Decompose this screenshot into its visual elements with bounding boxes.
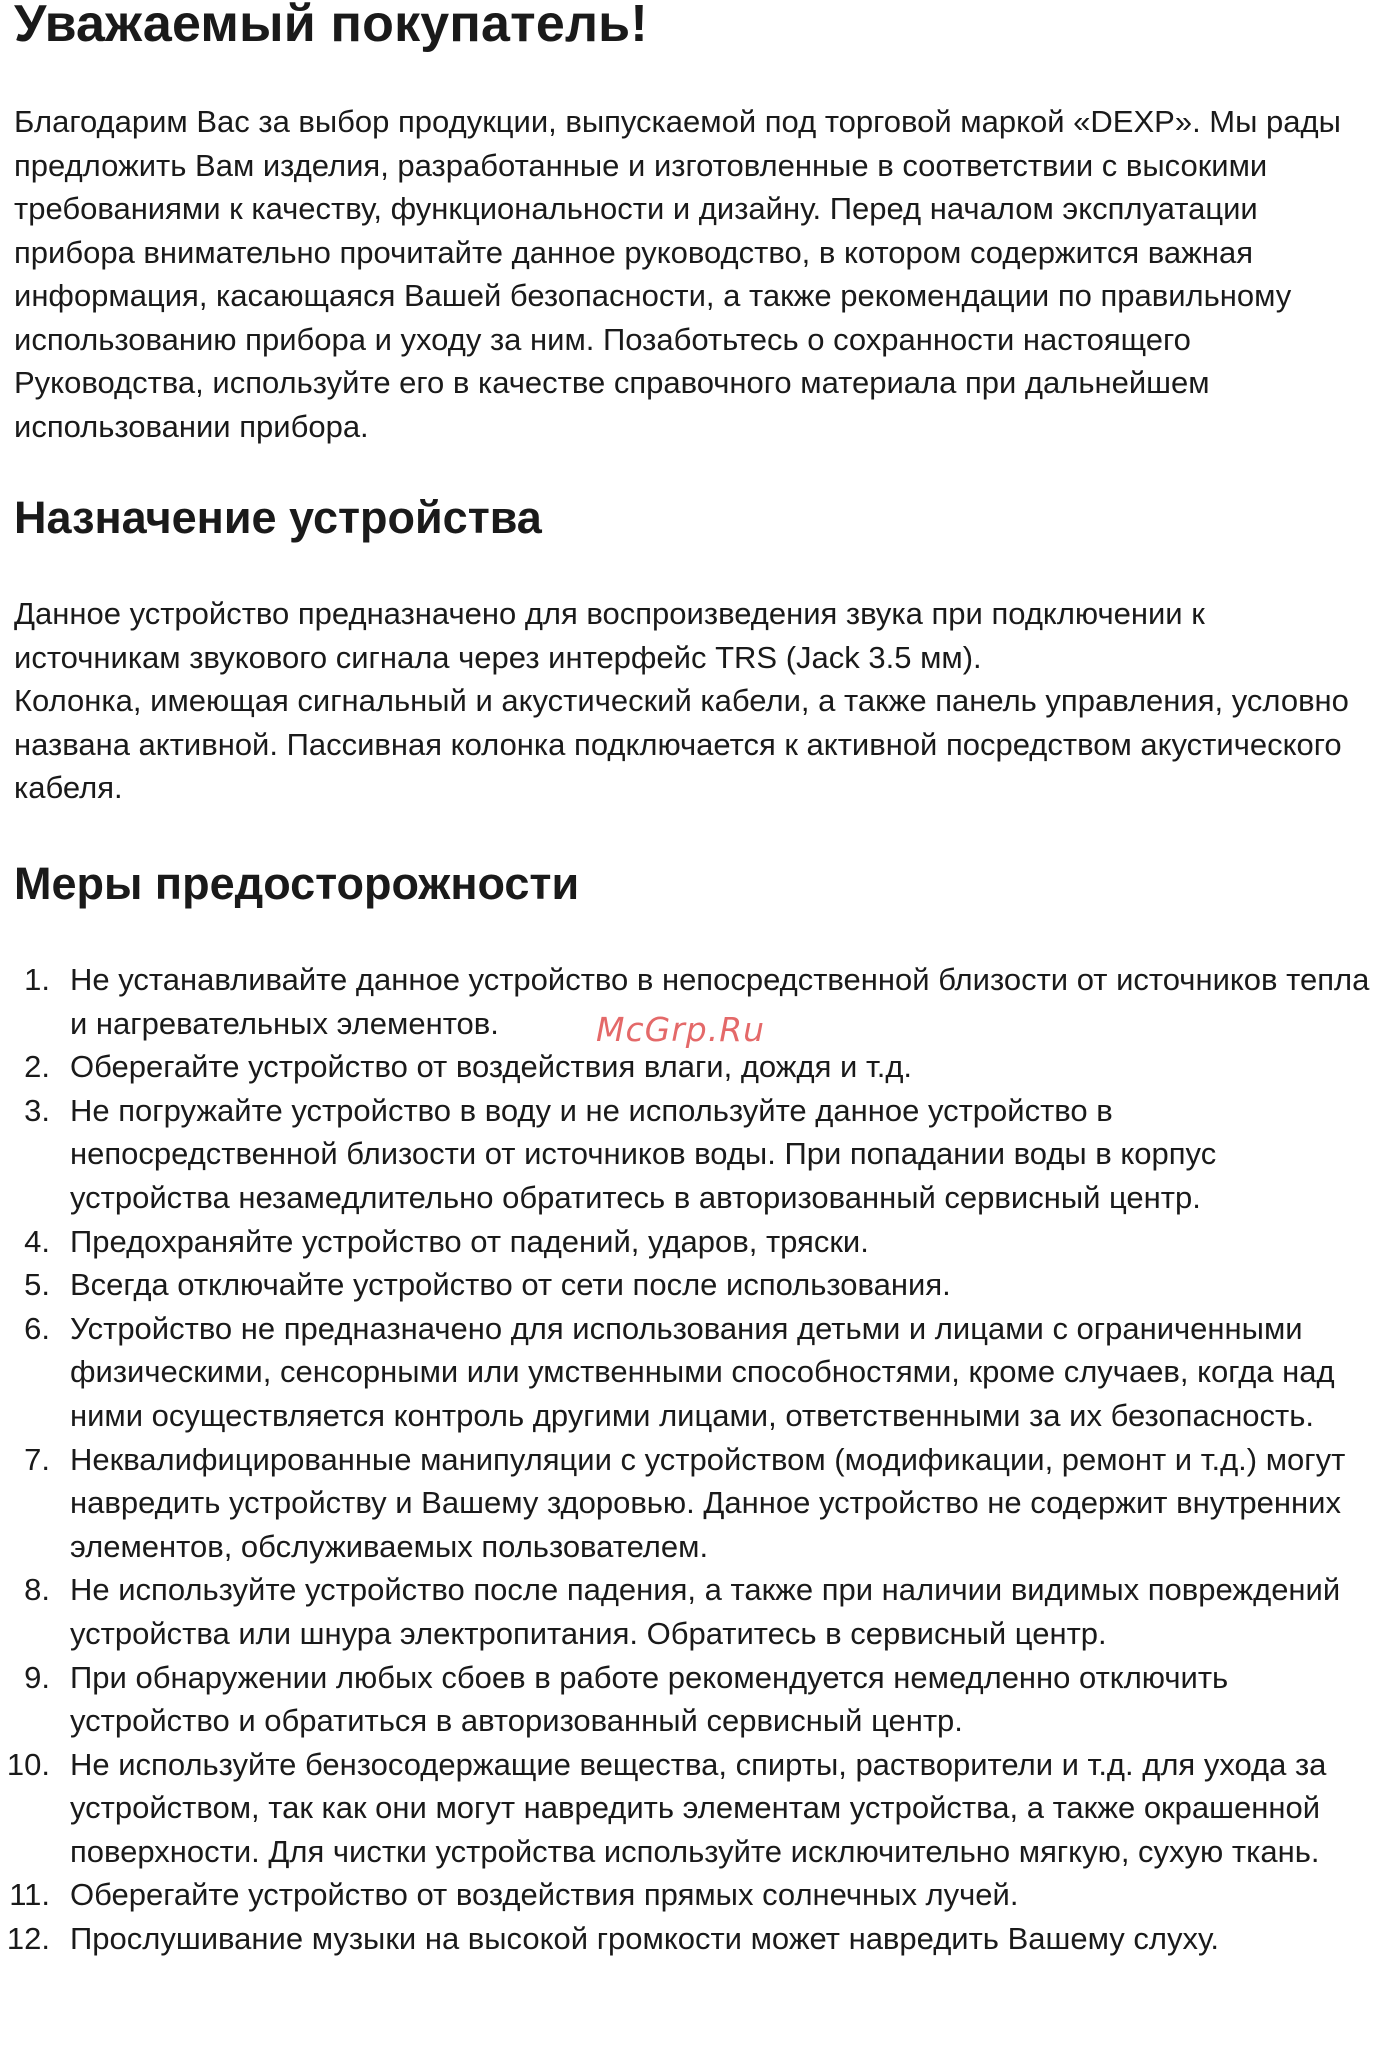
page-title: Уважаемый покупатель! [14,0,648,53]
list-item-number: 4. [24,1223,50,1259]
list-item-number: 9. [24,1659,50,1695]
list-item-text: При обнаружении любых сбоев в работе рекомендуется немедленно отключить устройство и обратиться в авторизованный сервисный центр. [70,1659,1229,1739]
purpose-paragraph-1: Данное устройство предназначено для воспроизведения звука при подключении к источникам звукового сигнала через интерфейс TRS (Jack 3.5 мм). [14,596,1205,675]
list-item-text: Не погружайте устройство в воду и не используйте данное устройство в непосредственной близости от источников воды. При попадании воды в корпус устройства незамедлительно обратитесь в авторизованный сервисный центр. [70,1092,1217,1215]
section-title-purpose: Назначение устройства [14,492,542,543]
list-item-number: 10. [6,1746,50,1782]
purpose-paragraph-2: Колонка, имеющая сигнальный и акустический кабели, а также панель управления, условно названа активной. Пассивная колонка подключается к активной посредством акустического кабеля. [14,683,1349,805]
list-item-text: Не устанавливайте данное устройство в непосредственной близости от источников тепла и нагревательных элементов. [70,962,1370,1041]
list-item [0,1220,1375,1264]
list-item-number: 11. [9,1877,50,1913]
list-item [0,1743,1375,1874]
list-item-number: 8. [24,1572,50,1608]
purpose-section [14,592,1364,810]
list-item [0,1307,1375,1438]
list-item-number: 12. [6,1921,50,1957]
list-item [0,1568,1375,1655]
list-item-number: 7. [24,1441,50,1477]
list-item [0,1656,1375,1743]
list-item [0,1917,1375,1961]
list-item-number: 3. [24,1092,50,1128]
watermark-text: McGrp.Ru [596,1010,766,1049]
list-item-number: 2. [24,1049,50,1085]
list-item [0,1873,1375,1917]
list-item-text: Всегда отключайте устройство от сети после использования. [70,1267,951,1303]
list-item-number: 6. [24,1310,50,1346]
list-item [0,1438,1375,1569]
list-item-text: Оберегайте устройство от воздействия прямых солнечных лучей. [70,1877,1019,1913]
precautions-list [0,958,1375,1961]
intro-paragraph: Благодарим Вас за выбор продукции, выпускаемой под торговой маркой «DEXP». Мы рады предложить Вам изделия, разработанные и изготовленные в соответствии с высокими требованиями к качеству, функциональности и дизайну. Перед началом эксплуатации прибора внимательно прочитайте данное руководство, в котором содержится важная информация, касающаяся Вашей безопасности, а также рекомендации по правильному использованию прибора и уходу за ним. Позаботьтесь о сохранности настоящего Руководства, используйте его в качестве справочного материала при дальнейшем использовании прибора. [14,104,1341,444]
list-item [0,1089,1375,1220]
list-item-number: 5. [24,1267,50,1303]
list-item-text: Предохраняйте устройство от падений, ударов, тряски. [70,1223,869,1259]
list-item [0,1263,1375,1307]
list-item-text: Оберегайте устройство от воздействия влаги, дождя и т.д. [70,1049,913,1085]
list-item-text: Прослушивание музыки на высокой громкости может навредить Вашему слуху. [70,1921,1219,1957]
list-item-text: Устройство не предназначено для использования детьми и лицами с ограниченными физическими, сенсорными или умственными способностями, кроме случаев, когда над ними осуществляется контроль другими лицами, ответственными за их безопасность. [70,1310,1335,1433]
list-item-text: Неквалифицированные манипуляции с устройством (модификации, ремонт и т.д.) могут навредить устройству и Вашему здоровью. Данное устройство не содержит внутренних элементов, обслуживаемых пользователем. [70,1441,1346,1564]
list-item-text: Не используйте бензосодержащие вещества, спирты, растворители и т.д. для ухода за устройством, так как они могут навредить элементам устройства, а также окрашенной поверхности. Для чистки устройства используйте исключительно мягкую, сухую ткань. [70,1746,1327,1869]
list-item-number: 1. [24,962,50,997]
list-item [0,1045,1375,1089]
section-title-precautions: Меры предосторожности [14,858,580,909]
list-item-text: Не используйте устройство после падения, а также при наличии видимых повреждений устройства или шнура электропитания. Обратитесь в сервисный центр. [70,1572,1341,1651]
